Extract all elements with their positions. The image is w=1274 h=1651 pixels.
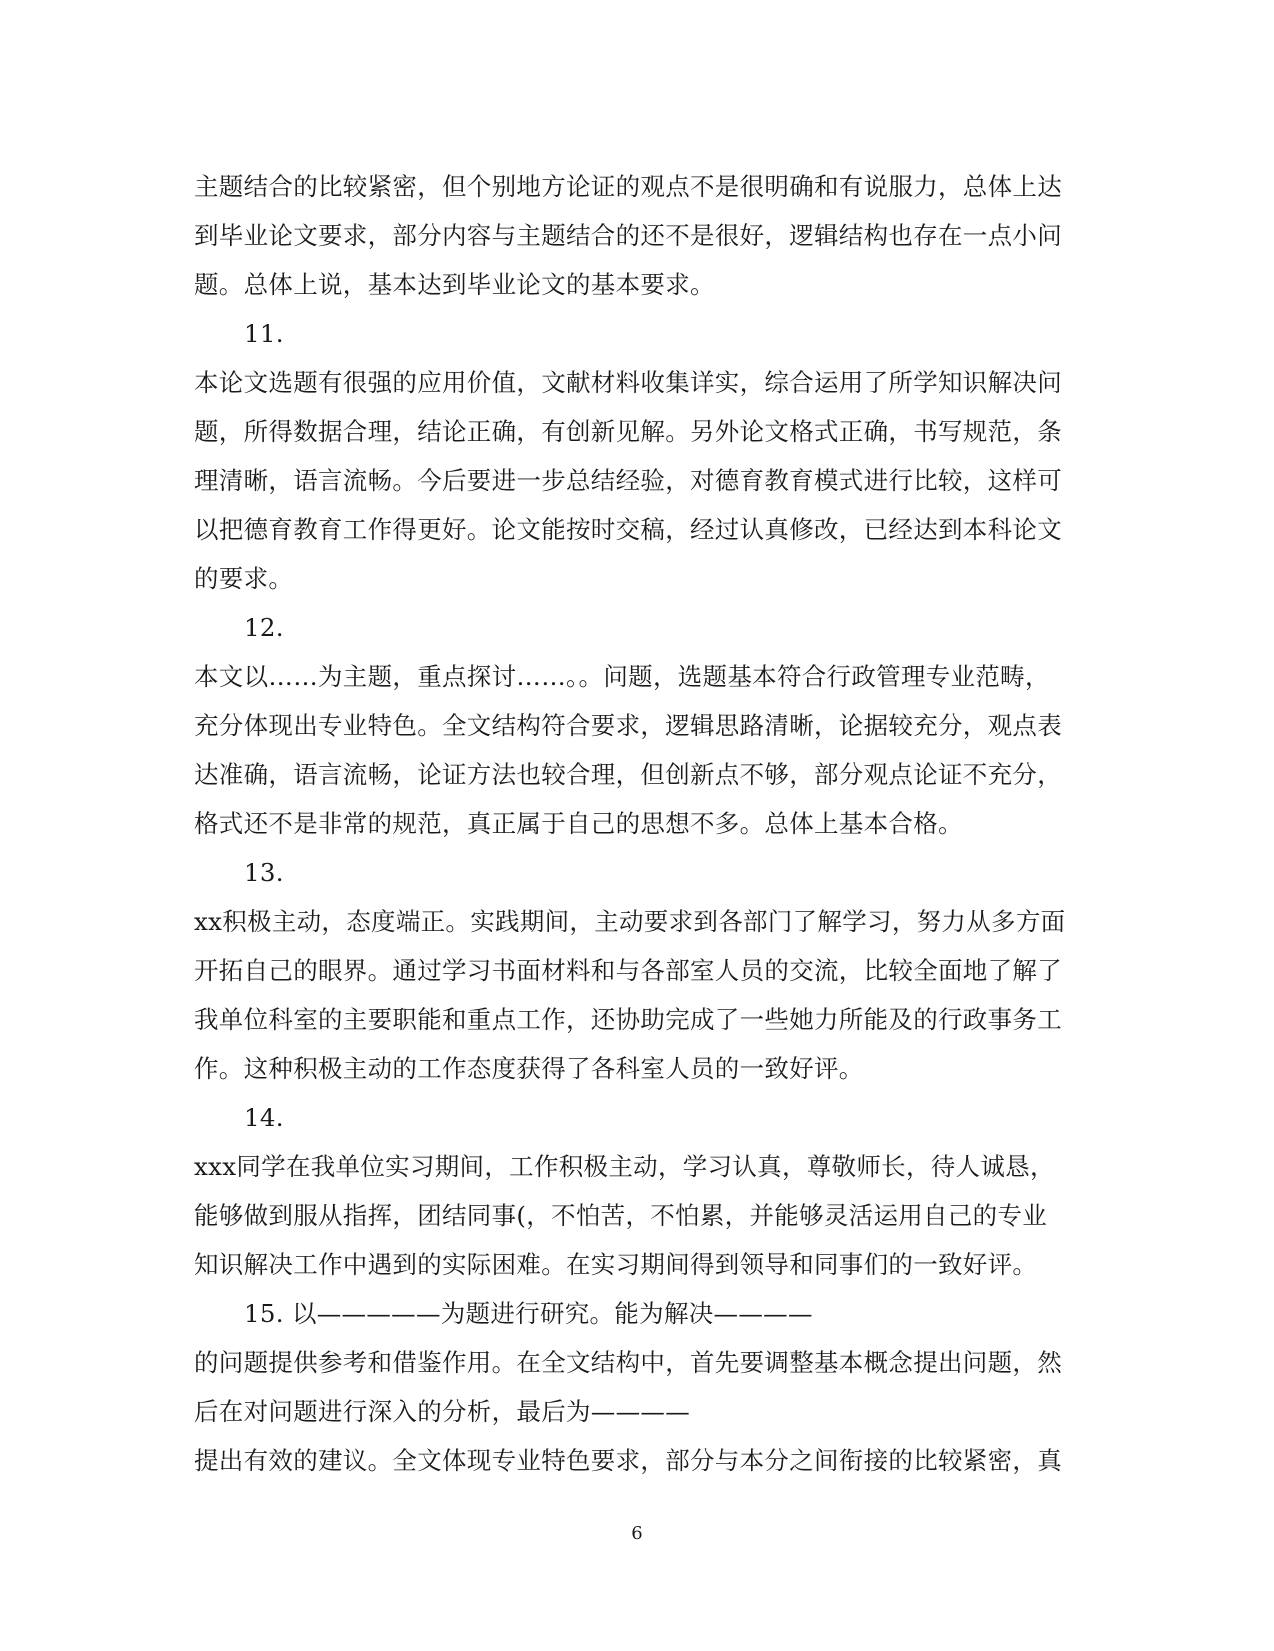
body-text-line: 格式还不是非常的规范，真正属于自己的思想不多。总体上基本合格。 xyxy=(194,809,963,838)
body-text-line: 提出有效的建议。全文体现专业特色要求，部分与本分之间衔接的比较紧密，真 xyxy=(194,1446,1062,1475)
body-text-line: 本文以……为主题，重点探讨……。。问题，选题基本符合行政管理专业范畴， xyxy=(194,662,1050,691)
item-number-line: 14. xyxy=(244,1103,284,1132)
body-text-line: 后在对问题进行深入的分析，最后为———— xyxy=(194,1397,690,1426)
body-text-line: 到毕业论文要求，部分内容与主题结合的还不是很好，逻辑结构也存在一点小问 xyxy=(194,221,1062,250)
page-number: 6 xyxy=(631,1523,643,1544)
body-text-line: 主题结合的比较紧密，但个别地方论证的观点不是很明确和有说服力，总体上达 xyxy=(194,172,1062,201)
body-text-line: 能够做到服从指挥，团结同事(，不怕苦，不怕累，并能够灵活运用自己的专业 xyxy=(194,1201,1048,1230)
body-text-line: 题。总体上说，基本达到毕业论文的基本要求。 xyxy=(194,270,715,299)
body-text-line: 题，所得数据合理，结论正确，有创新见解。另外论文格式正确，书写规范，条 xyxy=(194,417,1062,446)
body-text-line: 充分体现出专业特色。全文结构符合要求，逻辑思路清晰，论据较充分，观点表 xyxy=(194,711,1062,740)
item-number-line: 12. xyxy=(244,613,284,642)
body-text-line: 以把德育教育工作得更好。论文能按时交稿，经过认真修改，已经达到本科论文 xyxy=(194,515,1062,544)
body-text-line: 达准确，语言流畅，论证方法也较合理，但创新点不够，部分观点论证不充分， xyxy=(194,760,1062,789)
body-text-line: 的要求。 xyxy=(194,564,294,593)
body-text-line: 的问题提供参考和借鉴作用。在全文结构中，首先要调整基本概念提出问题，然 xyxy=(194,1348,1062,1377)
body-text-line: xx积极主动，态度端正。实践期间，主动要求到各部门了解学习，努力从多方面 xyxy=(194,907,1066,936)
item-number-line: 13. xyxy=(244,858,284,887)
item-number-line: 15. 以—————为题进行研究。能为解决———— xyxy=(244,1299,813,1328)
body-text-line: 知识解决工作中遇到的实际困难。在实习期间得到领导和同事们的一致好评。 xyxy=(194,1250,1038,1279)
body-text-line: 本论文选题有很强的应用价值，文献材料收集详实，综合运用了所学知识解决问 xyxy=(194,368,1062,397)
item-number-line: 11. xyxy=(244,319,284,348)
body-text-line: 我单位科室的主要职能和重点工作，还协助完成了一些她力所能及的行政事务工 xyxy=(194,1005,1062,1034)
body-text-line: 作。这种积极主动的工作态度获得了各科室人员的一致好评。 xyxy=(194,1054,864,1083)
body-text-line: 理清晰，语言流畅。今后要进一步总结经验，对德育教育模式进行比较，这样可 xyxy=(194,466,1062,495)
body-text-line: 开拓自己的眼界。通过学习书面材料和与各部室人员的交流，比较全面地了解了 xyxy=(194,956,1062,985)
document-body xyxy=(194,162,1074,1485)
body-text-line: xxx同学在我单位实习期间，工作积极主动，学习认真，尊敬师长，待人诚恳， xyxy=(194,1152,1055,1181)
